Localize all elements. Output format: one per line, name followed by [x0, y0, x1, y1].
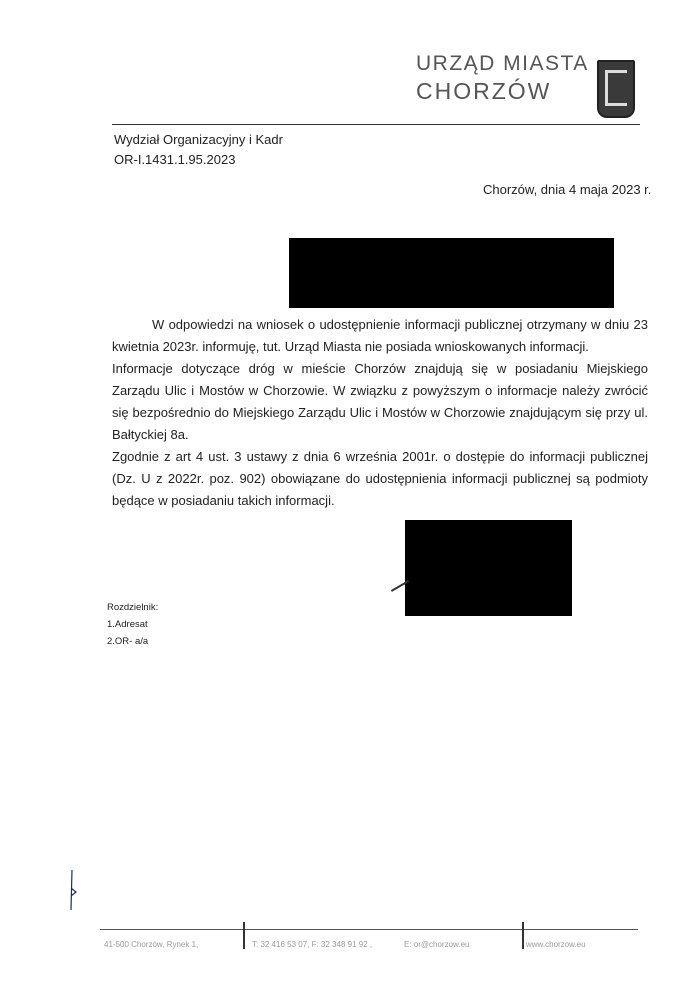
- body-paragraph-1: W odpowiedzi na wniosek o udostępnienie informacji publicznej otrzymany w dniu 23 kwietnia 2023r. informuję, tut. Urząd Miasta nie posiada wnioskowanych informacji.: [112, 317, 648, 354]
- footer-phone: T: 32 416 53 07, F: 32 348 91 92 ,: [252, 940, 373, 949]
- letterhead-line2: CHORZÓW: [416, 78, 552, 104]
- distribution-heading: Rozdzielnik:: [107, 602, 159, 613]
- footer-divider: [100, 929, 638, 930]
- letter-body: [112, 314, 648, 512]
- reference-number: OR-I.1431.1.95.2023: [114, 152, 236, 167]
- footer-separator: [522, 922, 524, 949]
- letterhead-line1: URZĄD MIASTA: [416, 52, 589, 75]
- footer-website[interactable]: www.chorzow.eu: [526, 940, 586, 949]
- margin-handwritten-mark: [66, 868, 78, 912]
- footer-address: 41-500 Chorzów, Rynek 1,: [104, 940, 199, 949]
- body-paragraph-3: Zgodnie z art 4 ust. 3 ustawy z dnia 6 września 2001r. o dostępie do informacji publicznej (Dz. U z 2022r. poz. 902) obowiązane do udostępnienia informacji publicznej są podmioty będące w posiadaniu takich informacji.: [112, 449, 648, 508]
- distribution-item: 1.Adresat: [107, 619, 148, 630]
- redacted-signature-block: [405, 520, 572, 616]
- distribution-item: 2.OR- a/a: [107, 636, 149, 647]
- footer-email[interactable]: E: or@chorzow.eu: [404, 940, 470, 949]
- place-date: Chorzów, dnia 4 maja 2023 r.: [483, 182, 652, 197]
- header-divider: [112, 124, 640, 125]
- department-name: Wydział Organizacyjny i Kadr: [114, 132, 283, 147]
- redacted-recipient-block: [289, 238, 614, 308]
- footer-separator: [243, 922, 245, 949]
- coat-of-arms-icon: [597, 60, 635, 118]
- distribution-list: [107, 600, 158, 651]
- body-paragraph-2: Informacje dotyczące dróg w mieście Chorzów znajdują się w posiadaniu Miejskiego Zarządu Ulic i Mostów w Chorzowie. W związku z powyższym o informacje należy zwrócić się bezpośrednio do Miejskiego Zarządu Ulic i Mostów w Chorzowie znajdującym się przy ul. Bałtyckiej 8a.: [112, 361, 648, 442]
